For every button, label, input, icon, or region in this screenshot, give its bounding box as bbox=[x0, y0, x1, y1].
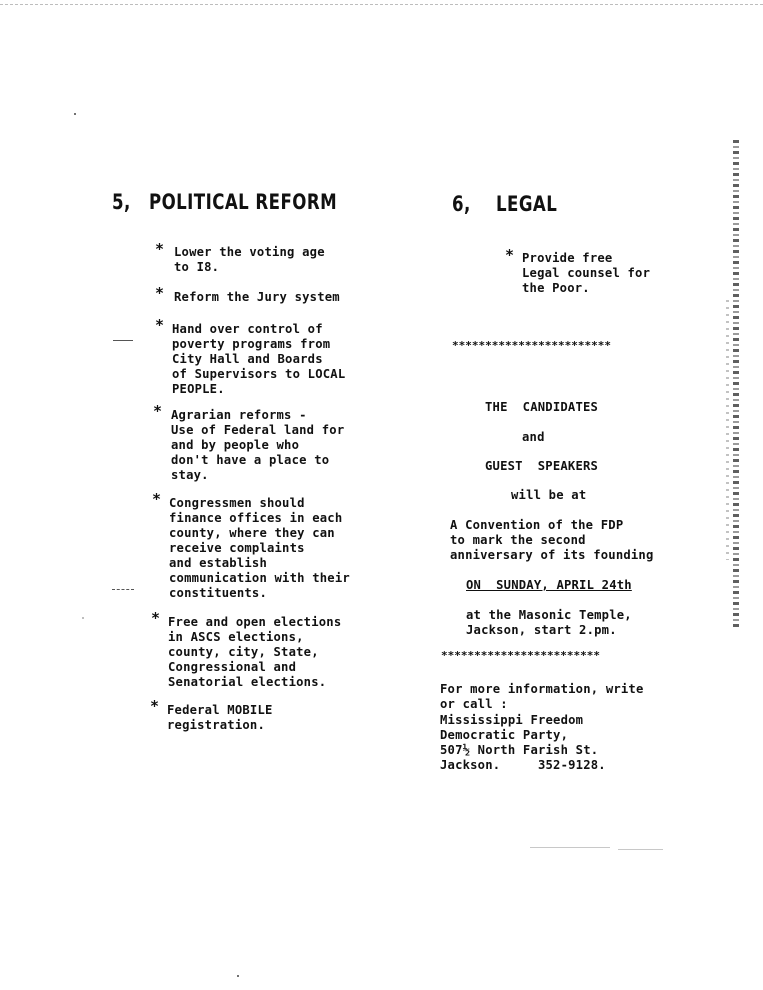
scan-faint-line bbox=[618, 849, 663, 850]
section-6-title: LEGAL bbox=[496, 192, 558, 216]
reform-item-congressmen: Congressmen should finance offices in each county, where they can receive complaints and establish communication with their constituents. bbox=[169, 496, 350, 600]
bullet-star: * bbox=[155, 284, 165, 302]
announcement-location: at the Masonic Temple, Jackson, start 2.pm. bbox=[466, 608, 632, 637]
scan-speck bbox=[74, 113, 76, 115]
reform-item-agrarian: Agrarian reforms - Use of Federal land for and by people who don't have a place to stay. bbox=[171, 408, 345, 482]
scan-right-edge-faint bbox=[726, 300, 729, 560]
reform-item-elections: Free and open elections in ASCS elections, county, city, State, Congressional and Senatorial elections. bbox=[168, 615, 342, 689]
section-5-heading bbox=[112, 190, 337, 214]
announcement-guest-speakers: GUEST SPEAKERS bbox=[485, 459, 599, 473]
reform-item-mobile-registration: Federal MOBILE registration. bbox=[167, 703, 273, 732]
bullet-star: * bbox=[153, 402, 163, 420]
scan-speck bbox=[237, 975, 239, 977]
section-6-heading bbox=[452, 192, 557, 216]
bullet-star: * bbox=[155, 316, 165, 334]
section-5-number: 5, bbox=[112, 190, 131, 214]
announcement-and: and bbox=[522, 430, 545, 444]
divider-asterisks-bottom: ************************ bbox=[441, 649, 600, 662]
section-6-number: 6, bbox=[452, 192, 471, 216]
contact-information: For more information, write or call : Mississippi Freedom Democratic Party, 507½ North Farish St. Jackson. 352-9128. bbox=[440, 682, 644, 773]
announcement-candidates: THE CANDIDATES bbox=[485, 400, 599, 414]
bullet-star: * bbox=[151, 609, 161, 627]
reform-item-poverty-programs: Hand over control of poverty programs from City Hall and Boards of Supervisors to LOCAL PEOPLE. bbox=[172, 322, 346, 396]
legal-item-counsel: Provide free Legal counsel for the Poor. bbox=[522, 251, 651, 295]
divider-asterisks-top: ************************ bbox=[452, 339, 611, 352]
margin-mark bbox=[112, 589, 134, 590]
bullet-star: * bbox=[155, 240, 165, 258]
announcement-will-be-at: will be at bbox=[511, 488, 587, 502]
announcement-date: ON SUNDAY, APRIL 24th bbox=[466, 578, 632, 592]
scan-faint-line bbox=[530, 847, 610, 848]
bullet-star: * bbox=[150, 697, 160, 715]
reform-item-voting-age: Lower the voting age to I8. bbox=[174, 245, 325, 274]
section-5-title: POLITICAL REFORM bbox=[148, 190, 338, 214]
bullet-star: * bbox=[505, 246, 515, 264]
scan-right-edge bbox=[733, 140, 739, 630]
reform-item-jury: Reform the Jury system bbox=[174, 290, 340, 304]
bullet-star: * bbox=[152, 490, 162, 508]
scan-speck bbox=[82, 617, 84, 619]
announcement-convention: A Convention of the FDP to mark the second anniversary of its founding bbox=[450, 518, 654, 562]
margin-mark bbox=[113, 340, 133, 341]
scan-top-edge bbox=[0, 4, 763, 5]
